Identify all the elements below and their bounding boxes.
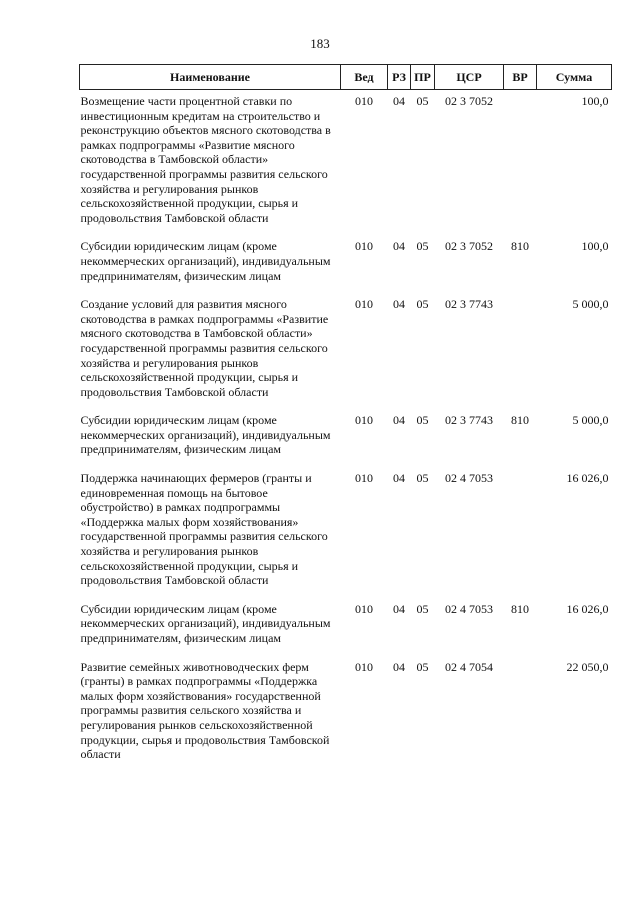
- cell-ved: 010: [355, 471, 373, 486]
- cell-csr: 02 3 7743: [445, 297, 493, 312]
- header-csr: ЦСР: [435, 65, 504, 90]
- header-sum: Сумма: [537, 65, 612, 90]
- cell-rz: 04: [393, 659, 405, 674]
- header-name: Наименование: [80, 65, 341, 90]
- table-row: [80, 235, 612, 283]
- cell-pr: 05: [416, 239, 429, 254]
- cell-name: Субсидии юридическим лицам (кроме некоммерческих организаций), индивидуальным предпринимателям, физическим лицам: [80, 413, 331, 457]
- header-rz: РЗ: [388, 65, 411, 90]
- cell-vr: [504, 656, 537, 762]
- table-row: [80, 598, 612, 646]
- cell-ved: 010: [355, 601, 373, 616]
- cell-pr: 05: [416, 297, 429, 312]
- cell-csr: 02 4 7053: [445, 601, 493, 616]
- cell-vr: [504, 467, 537, 588]
- cell-vr: [504, 90, 537, 226]
- cell-name: Субсидии юридическим лицам (кроме некоммерческих организаций), индивидуальным предпринимателям, физическим лицам: [80, 601, 331, 645]
- table-row: [80, 656, 612, 762]
- cell-pr: 05: [416, 601, 429, 616]
- cell-vr: 810: [511, 601, 529, 616]
- cell-csr: 02 3 7052: [445, 239, 493, 254]
- cell-pr: 05: [416, 471, 429, 486]
- table-row: [80, 90, 612, 226]
- cell-csr: 02 3 7743: [445, 413, 493, 428]
- cell-name: Поддержка начинающих фермеров (гранты и единовременная помощь на бытовое обустройство) в рамках подпрограммы «Поддержка малых форм хозяйствования» государственной программы развития сельского хозяйства и регулирования рынков сельскохозяйственной продукции, сырья и продовольствия Тамбовской области: [80, 471, 328, 588]
- cell-sum: 5 000,0: [572, 413, 609, 428]
- cell-sum: 16 026,0: [566, 601, 609, 616]
- cell-rz: 04: [393, 413, 405, 428]
- cell-csr: 02 3 7052: [445, 94, 493, 108]
- cell-sum: 22 050,0: [566, 659, 609, 674]
- cell-name: Субсидии юридическим лицам (кроме некоммерческих организаций), индивидуальным предпринимателям, физическим лицам: [80, 239, 331, 283]
- header-vr: ВР: [504, 65, 537, 90]
- cell-ved: 010: [355, 94, 373, 108]
- cell-rz: 04: [393, 239, 405, 254]
- page-number: 183: [310, 36, 330, 51]
- cell-pr: 05: [416, 659, 429, 674]
- cell-vr: 810: [511, 239, 529, 254]
- cell-rz: 04: [393, 601, 405, 616]
- cell-csr: 02 4 7054: [445, 659, 493, 674]
- table-row: [80, 409, 612, 457]
- cell-ved: 010: [355, 239, 373, 254]
- table-row: [80, 467, 612, 588]
- cell-sum: 100,0: [581, 94, 609, 108]
- header-pr: ПР: [411, 65, 435, 90]
- cell-ved: 010: [355, 413, 373, 428]
- header-ved: Вед: [341, 65, 388, 90]
- cell-sum: 100,0: [581, 239, 609, 254]
- cell-name: Возмещение части процентной ставки по инвестиционным кредитам на строительство и реконструкцию объектов мясного скотоводства в рамках подпрограммы «Развитие мясного скотоводства в Тамбовской области» государственной программы развития сельского хозяйства и регулирования рынков сельскохозяйственной продукции, сырья и продовольствия Тамбовской области: [80, 94, 331, 225]
- cell-vr: 810: [511, 413, 529, 428]
- cell-name: Создание условий для развития мясного скотоводства в рамках подпрограммы «Развитие мясного скотоводства в Тамбовской области» государственной программы развития сельского хозяйства и регулирования рынков сельскохозяйственной продукции, сырья и продовольствия Тамбовской области: [80, 297, 329, 399]
- budget-table: [79, 64, 612, 762]
- cell-vr: [504, 293, 537, 399]
- table-row: [80, 293, 612, 399]
- cell-rz: 04: [393, 471, 405, 486]
- cell-rz: 04: [393, 297, 405, 312]
- cell-sum: 16 026,0: [566, 471, 609, 486]
- cell-sum: 5 000,0: [572, 297, 609, 312]
- cell-csr: 02 4 7053: [445, 471, 493, 486]
- cell-pr: 05: [416, 94, 429, 108]
- cell-pr: 05: [416, 413, 429, 428]
- cell-ved: 010: [355, 659, 373, 674]
- cell-rz: 04: [393, 94, 405, 108]
- cell-name: Развитие семейных животноводческих ферм (гранты) в рамках подпрограммы «Поддержка малых форм хозяйствования» государственной программы развития сельского хозяйства и регулирования рынков сельскохозяйственной продукции, сырья и продовольствия Тамбовской области: [80, 659, 330, 762]
- table-header-row: [80, 65, 612, 90]
- cell-ved: 010: [355, 297, 373, 312]
